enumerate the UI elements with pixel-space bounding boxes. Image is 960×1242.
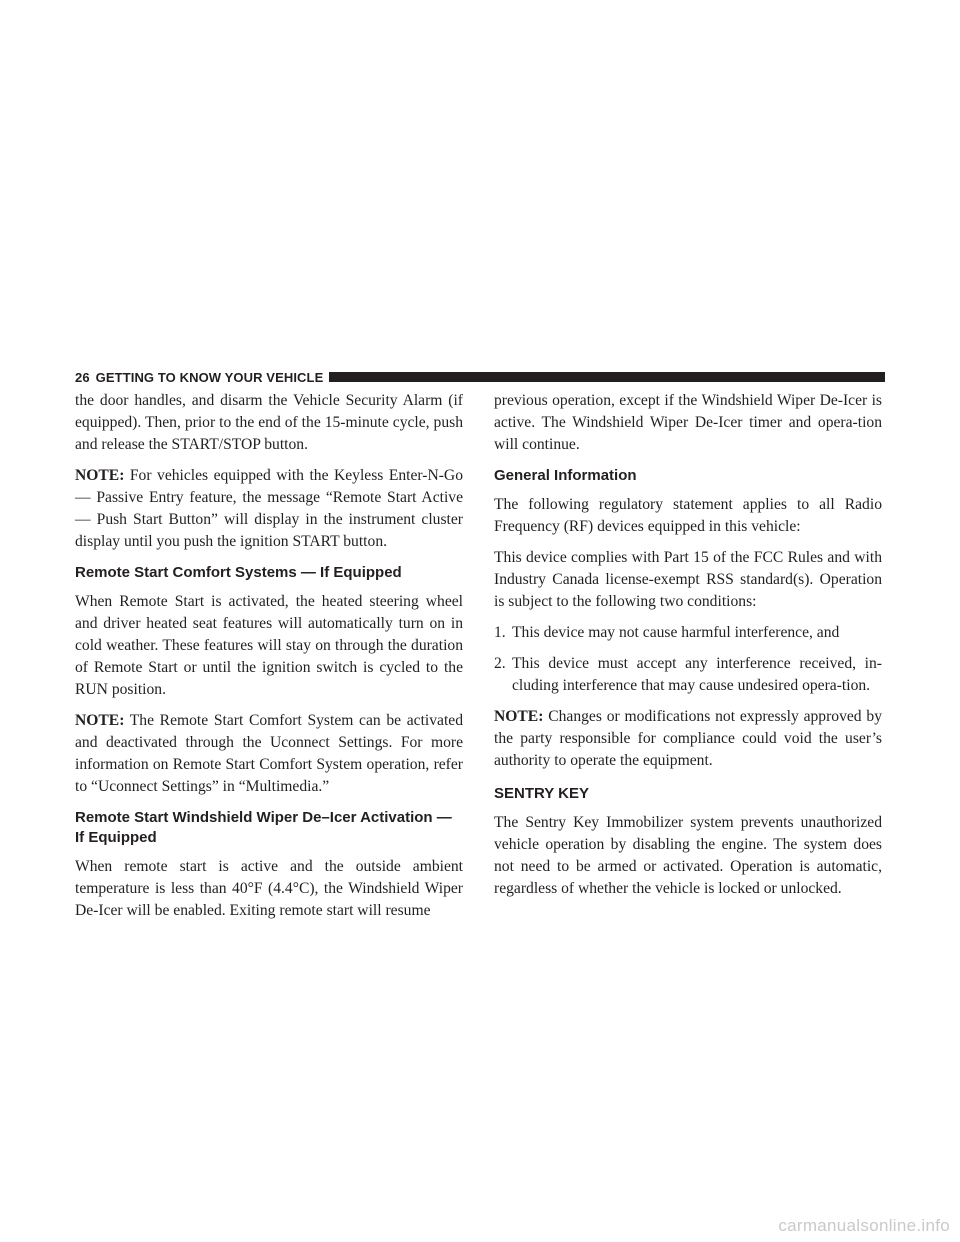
list-number: 2. <box>494 655 506 672</box>
watermark: carmanualsonline.info <box>778 1216 950 1235</box>
conditions-list <box>494 622 882 697</box>
note-label: NOTE: <box>494 708 544 725</box>
note-label: NOTE: <box>75 467 125 484</box>
page-number: 26 <box>75 369 90 385</box>
heading-remote-start-comfort: Remote Start Comfort Systems — If Equipped <box>75 564 402 581</box>
heading-wiper-deicer: Remote Start Windshield Wiper De–Icer Activation — If Equipped <box>75 809 452 846</box>
note-text: The Remote Start Comfort System can be activated and deactivated through the Uconnect Settings. For more information on Remote Start Comfort System operation, refer to “Uconnect Settings” in “Multimedia.” <box>75 712 463 795</box>
note-paragraph <box>75 465 463 553</box>
paragraph-regulatory: The following regulatory statement applies to all Radio Frequency (RF) devices equipped in this vehicle: <box>494 496 882 535</box>
note-text: For vehicles equipped with the Keyless Enter-N-Go — Passive Entry feature, the message “Remote Start Active — Push Start Button” will display in the instrument cluster display until you push the ignition START button. <box>75 467 463 550</box>
heading-sentry-key: SENTRY KEY <box>494 785 590 802</box>
note-text: Changes or modifications not expressly approved by the party responsible for compliance could void the user’s authority to operate the equipment. <box>494 708 882 769</box>
paragraph-continued: the door handles, and disarm the Vehicle Security Alarm (if equipped). Then, prior to the end of the 15-minute cycle, push and release the START/STOP button. <box>75 392 463 453</box>
note-paragraph <box>75 710 463 798</box>
running-header <box>75 369 885 385</box>
paragraph-sentry-key: The Sentry Key Immobilizer system prevents unauthorized vehicle operation by disabling the engine. The system does not need to be armed or activated. Operation is automatic, regardless of whether the vehicle is locked or unlocked. <box>494 814 882 897</box>
list-text: This device must accept any interference received, in-cluding interference that may cause undesired opera-tion. <box>512 655 882 694</box>
list-text: This device may not cause harmful interference, and <box>512 624 840 641</box>
right-column <box>494 390 882 909</box>
header-rule <box>329 372 885 382</box>
paragraph-deicer: When remote start is active and the outside ambient temperature is less than 40°F (4.4°C), the Windshield Wiper De-Icer will be enabled. Exiting remote start will resume <box>75 858 463 919</box>
heading-general-information: General Information <box>494 467 637 484</box>
note-label: NOTE: <box>75 712 125 729</box>
list-number: 1. <box>494 624 506 641</box>
paragraph-fcc: This device complies with Part 15 of the FCC Rules and with Industry Canada license-exempt RSS standard(s). Operation is subject to the following two conditions: <box>494 549 882 610</box>
section-title: GETTING TO KNOW YOUR VEHICLE <box>95 369 324 385</box>
paragraph-comfort: When Remote Start is activated, the heated steering wheel and driver heated seat features will automatically turn on in cold weather. These features will stay on through the duration of Remote Start or until the ignition switch is cycled to the RUN position. <box>75 593 463 698</box>
list-item <box>494 653 882 697</box>
left-column <box>75 390 463 931</box>
note-paragraph <box>494 706 882 772</box>
list-item <box>494 622 882 644</box>
paragraph-deicer-continued: previous operation, except if the Windshield Wiper De-Icer is active. The Windshield Wiper De-Icer timer and opera-tion will continue. <box>494 392 882 453</box>
